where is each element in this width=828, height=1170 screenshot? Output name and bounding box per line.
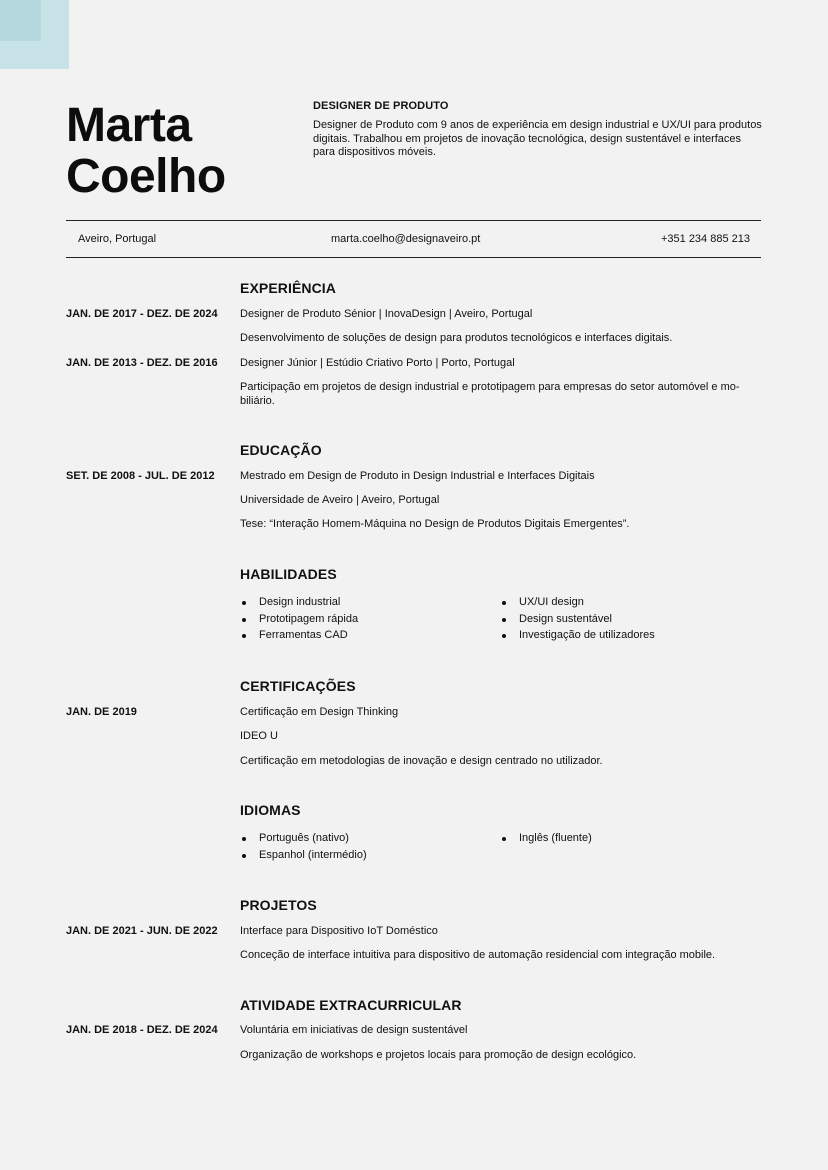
education-school: Universidade de Aveiro | Aveiro, Portugal [240, 494, 440, 506]
language-item: Espanhol (intermédio) [240, 849, 367, 866]
skill-item: UX/UI design [500, 596, 655, 613]
project-description: Conceção de interface intuitiva para dispositivo de automação residencial com integração mobile. [240, 949, 716, 961]
extracurricular-name: Voluntária em iniciativas de design sustentável [240, 1024, 468, 1036]
last-name: Coelho [66, 150, 226, 203]
skill-item: Design sustentável [500, 613, 655, 630]
education-thesis: Tese: “Interação Homem-Máquina no Design de Produtos Digitais Emergentes”. [240, 518, 630, 530]
experience-date: JAN. DE 2013 - DEZ. DE 2016 [66, 357, 218, 369]
certification-description: Certificação em metodologias de inovação e design centrado no utilizador. [240, 755, 603, 767]
job-title: DESIGNER DE PRODUTO [313, 100, 449, 112]
contact-email[interactable]: marta.coelho@designaveiro.pt [331, 233, 481, 245]
languages-list-left [240, 832, 367, 865]
experience-position: Designer de Produto Sénior | InovaDesign | Aveiro, Portugal [240, 308, 533, 320]
skills-list-left [240, 596, 358, 646]
certification-name: Certificação em Design Thinking [240, 706, 399, 718]
section-title-projects: PROJETOS [240, 897, 317, 913]
extracurricular-date: JAN. DE 2018 - DEZ. DE 2024 [66, 1024, 218, 1036]
certification-issuer: IDEO U [240, 730, 278, 742]
skill-item: Design industrial [240, 596, 358, 613]
skill-item: Investigação de utilizadores [500, 629, 655, 646]
first-name: Marta [66, 99, 192, 152]
contact-location: Aveiro, Portugal [78, 233, 157, 245]
section-title-experience: EXPERIÊNCIA [240, 280, 337, 296]
languages-list-right [500, 832, 592, 849]
experience-description: Desenvolvimento de soluções de design para produtos tecnológicos e interfaces digitais. [240, 332, 673, 344]
experience-position: Designer Júnior | Estúdio Criativo Porto | Porto, Portugal [240, 357, 515, 369]
section-title-certifications: CERTIFICAÇÕES [240, 678, 356, 694]
section-title-skills: HABILIDADES [240, 566, 337, 582]
contact-phone[interactable]: +351 234 885 213 [660, 233, 750, 245]
candidate-name [66, 100, 226, 202]
education-degree: Mestrado em Design de Produto in Design Industrial e Interfaces Digitais [240, 470, 595, 482]
contact-bar [66, 220, 761, 258]
project-name: Interface para Dispositivo IoT Doméstico [240, 925, 438, 937]
certification-date: JAN. DE 2019 [66, 706, 137, 718]
section-title-extracurricular: ATIVIDADE EXTRACURRICULAR [240, 997, 462, 1013]
language-item: Português (nativo) [240, 832, 367, 849]
language-item: Inglês (fluente) [500, 832, 592, 849]
section-title-languages: IDIOMAS [240, 802, 301, 818]
corner-decoration-inner [0, 0, 41, 41]
project-date: JAN. DE 2021 - JUN. DE 2022 [66, 925, 218, 937]
experience-description: Participação em projetos de design industrial e prototipagem para empresas do setor automóvel e mo-biliário. [240, 381, 740, 407]
skill-item: Prototipagem rápida [240, 613, 358, 630]
profile-summary: Designer de Produto com 9 anos de experiência em design industrial e UX/UI para produtos digitais. Trabalhou em projetos de inovação tecnológica, design sustentável e interfaces para dispositivos móveis. [313, 119, 762, 158]
experience-date: JAN. DE 2017 - DEZ. DE 2024 [66, 308, 218, 320]
extracurricular-description: Organização de workshops e projetos locais para promoção de design ecológico. [240, 1049, 637, 1061]
skill-item: Ferramentas CAD [240, 629, 358, 646]
skills-list-right [500, 596, 655, 646]
section-title-education: EDUCAÇÃO [240, 442, 322, 458]
education-date: SET. DE 2008 - JUL. DE 2012 [66, 470, 215, 482]
